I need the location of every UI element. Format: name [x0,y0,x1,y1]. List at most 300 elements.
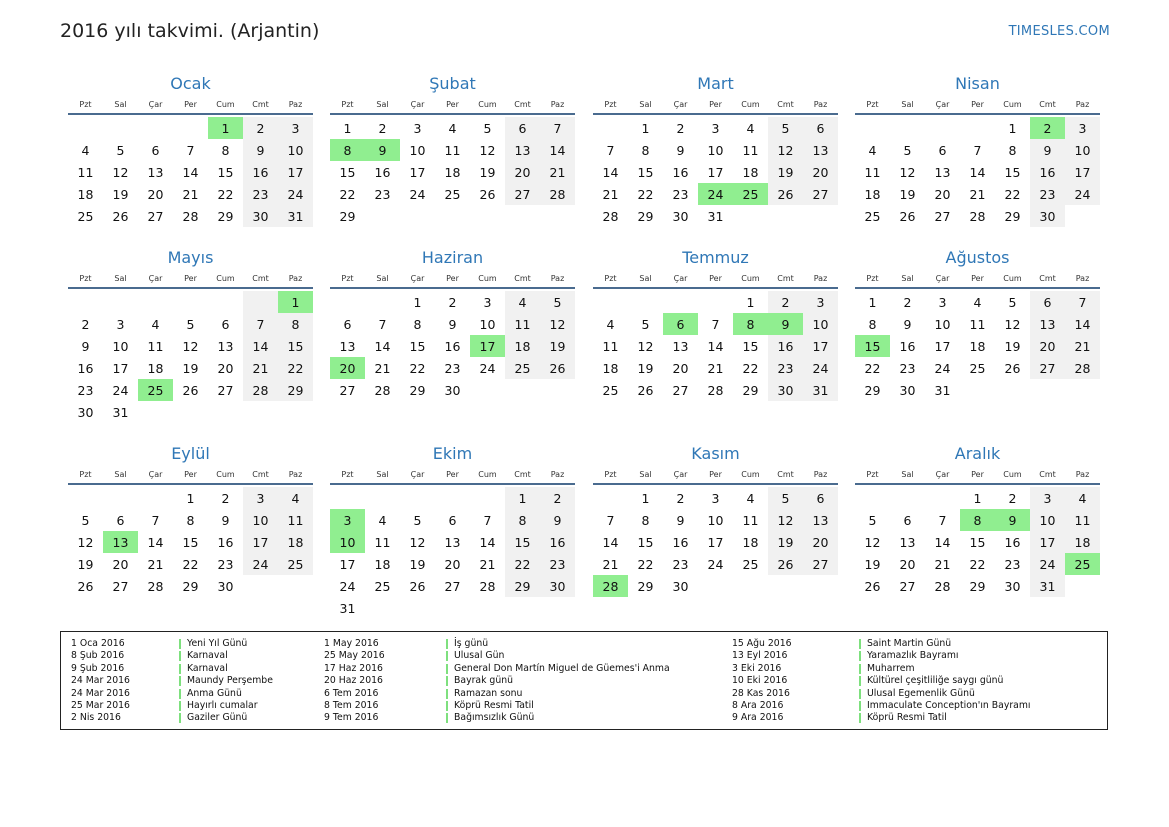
empty-day-cell [628,291,663,313]
month-name: Temmuz [682,248,749,267]
holiday-name: İş günü [454,638,489,649]
day-cell: 17 [409,164,426,180]
day-cell: 24 [934,360,951,376]
day-cell: 13 [672,338,689,354]
month-name: Haziran [421,248,484,267]
weekday-label: Sal [114,469,127,479]
weekday-label: Çar [673,99,688,109]
day-cell: 10 [803,313,838,335]
month-calendar [68,73,313,227]
holiday-marker [179,713,181,723]
holiday-day-cell: 9 [768,313,803,335]
day-cell: 10 [278,139,313,161]
day-cell: 2 [81,316,90,332]
day-cell: 17 [707,164,724,180]
holiday-date: 9 Tem 2016 [324,712,379,724]
weekday-header [68,269,313,289]
day-cell: 11 [374,534,391,550]
weekday-label: Cum [741,99,760,109]
day-cell: 15 [1004,164,1021,180]
day-cell: 10 [707,142,724,158]
empty-day-cell [400,487,435,509]
weekday-label: Paz [813,99,828,109]
day-cell: 8 [868,316,877,332]
day-cell: 23 [899,360,916,376]
weekday-label: Çar [673,273,688,283]
day-cell: 6 [938,142,947,158]
holiday-day-cell: 25 [733,183,768,205]
month-calendar [68,247,313,423]
day-cell: 31 [803,379,838,401]
day-cell: 27 [672,382,689,398]
day-cell: 31 [339,600,356,616]
day-cell: 21 [602,186,619,202]
weekday-label: Paz [550,99,565,109]
holiday-name: General Don Martín Miguel de Güemes'i Anma [454,662,670,674]
day-grid [855,487,1100,597]
day-cell: 20 [444,556,461,572]
holiday-date: 15 Ağu 2016 [732,638,792,649]
day-cell: 26 [864,578,881,594]
day-cell: 30 [444,382,461,398]
holiday-name: Muharrem [867,662,915,674]
day-cell: 5 [186,316,195,332]
day-cell: 28 [707,382,724,398]
day-cell: 8 [641,142,650,158]
weekday-label: Per [184,273,197,283]
holiday-day-cell: 25 [1065,553,1100,575]
day-cell: 10 [934,316,951,332]
day-grid [330,487,575,619]
holiday-day-cell: 8 [733,313,768,335]
weekday-label: Sal [901,273,914,283]
day-cell: 19 [1004,338,1021,354]
day-cell: 18 [602,360,619,376]
day-cell: 26 [768,183,803,205]
day-cell: 16 [672,164,689,180]
day-cell: 17 [243,531,278,553]
day-cell: 5 [768,117,803,139]
weekday-label: Çar [410,99,425,109]
day-cell: 5 [413,512,422,528]
day-cell: 5 [540,291,575,313]
holiday-day-cell: 2 [1030,117,1065,139]
day-cell: 20 [803,161,838,183]
weekday-label: Sal [901,469,914,479]
weekday-label: Cum [216,273,235,283]
month-calendar [330,73,575,227]
day-grid [330,291,575,401]
empty-day-cell [365,487,400,509]
day-cell: 21 [182,186,199,202]
empty-day-cell [330,487,365,509]
holiday-date: 9 Şub 2016 [71,662,125,674]
day-cell: 27 [803,183,838,205]
weekday-label: Cmt [252,99,269,109]
day-cell: 10 [112,338,129,354]
holiday-name: Ulusal Egemenlik Günü [867,687,975,699]
day-cell: 28 [1065,357,1100,379]
holiday-marker [179,689,181,699]
day-cell: 27 [505,183,540,205]
holiday-name: Gaziler Günü [187,712,248,724]
day-cell: 4 [973,294,982,310]
empty-day-cell [243,291,278,313]
day-cell: 13 [505,139,540,161]
weekday-label: Paz [288,469,303,479]
day-cell: 14 [969,164,986,180]
weekday-label: Cmt [514,99,531,109]
weekday-label: Cum [478,273,497,283]
holiday-date: 1 Oca 2016 [71,638,125,649]
day-cell: 6 [1030,291,1065,313]
holiday-name: Ulusal Gün [454,650,505,662]
holiday-name: Köprü Resmi Tatil [867,712,947,724]
day-cell: 31 [1030,575,1065,597]
day-cell: 13 [803,139,838,161]
day-cell: 3 [413,120,422,136]
day-cell: 15 [339,164,356,180]
day-grid [330,117,575,227]
day-cell: 12 [864,534,881,550]
empty-day-cell [698,291,733,313]
day-cell: 26 [112,208,129,224]
day-cell: 13 [899,534,916,550]
day-cell: 22 [278,357,313,379]
weekday-label: Paz [288,273,303,283]
weekday-label: Paz [1075,99,1090,109]
day-cell: 3 [243,487,278,509]
day-cell: 28 [934,578,951,594]
empty-day-cell [593,487,628,509]
day-cell: 29 [864,382,881,398]
day-cell: 4 [505,291,540,313]
day-cell: 12 [1004,316,1021,332]
holiday-day-cell: 17 [470,335,505,357]
day-cell: 28 [969,208,986,224]
weekday-header [855,465,1100,485]
day-cell: 19 [637,360,654,376]
day-cell: 23 [243,183,278,205]
day-cell: 30 [899,382,916,398]
day-cell: 2 [378,120,387,136]
holiday-day-cell: 6 [663,313,698,335]
day-cell: 17 [1065,161,1100,183]
day-cell: 28 [374,382,391,398]
day-cell: 24 [112,382,129,398]
day-cell: 2 [1008,490,1017,506]
holiday-marker [179,664,181,674]
day-cell: 31 [707,208,724,224]
holiday-marker [446,639,448,649]
day-cell: 20 [1030,335,1065,357]
day-cell: 5 [768,487,803,509]
day-cell: 17 [707,534,724,550]
weekday-label: Paz [288,99,303,109]
month-name: Mart [697,74,734,93]
day-cell: 28 [602,208,619,224]
day-cell: 20 [505,161,540,183]
day-cell: 14 [707,338,724,354]
empty-day-cell [470,487,505,509]
holiday-name: Anma Günü [187,687,242,699]
day-cell: 10 [1065,139,1100,161]
day-cell: 21 [707,360,724,376]
weekday-header [330,465,575,485]
day-cell: 18 [742,534,759,550]
weekday-label: Çar [673,469,688,479]
day-cell: 13 [217,338,234,354]
day-cell: 25 [742,556,759,572]
holiday-legend [60,631,1108,730]
month-name: Nisan [955,74,1000,93]
day-cell: 15 [278,335,313,357]
day-cell: 12 [182,338,199,354]
day-cell: 6 [803,487,838,509]
day-cell: 21 [479,556,496,572]
holiday-day-cell: 20 [330,357,365,379]
day-cell: 25 [374,578,391,594]
day-cell: 7 [483,512,492,528]
day-cell: 9 [903,316,912,332]
site-link[interactable]: TIMESLES.COM [1008,24,1110,39]
day-cell: 21 [147,556,164,572]
day-cell: 7 [606,142,615,158]
day-cell: 27 [934,208,951,224]
day-cell: 17 [278,161,313,183]
empty-day-cell [890,117,925,139]
day-cell: 3 [1065,117,1100,139]
day-cell: 21 [540,161,575,183]
weekday-label: Sal [376,99,389,109]
weekday-label: Pzt [866,273,879,283]
empty-day-cell [890,487,925,509]
day-cell: 6 [116,512,125,528]
day-cell: 16 [243,161,278,183]
day-cell: 1 [641,490,650,506]
holiday-marker [446,701,448,711]
day-cell: 14 [602,534,619,550]
day-cell: 25 [444,186,461,202]
day-cell: 17 [1030,531,1065,553]
day-cell: 25 [602,382,619,398]
day-cell: 22 [339,186,356,202]
day-cell: 17 [112,360,129,376]
day-cell: 18 [864,186,881,202]
day-cell: 2 [221,490,230,506]
weekday-label: Per [446,99,459,109]
holiday-date: 25 May 2016 [324,650,385,662]
day-cell: 27 [803,553,838,575]
day-cell: 4 [278,487,313,509]
day-cell: 30 [540,575,575,597]
holiday-day-cell: 8 [330,139,365,161]
weekday-label: Sal [376,273,389,283]
weekday-label: Per [709,469,722,479]
empty-day-cell [103,487,138,509]
day-cell: 10 [707,512,724,528]
day-cell: 8 [413,316,422,332]
day-cell: 1 [343,120,352,136]
day-cell: 23 [217,556,234,572]
empty-day-cell [663,291,698,313]
day-cell: 26 [479,186,496,202]
day-cell: 14 [602,164,619,180]
day-cell: 8 [278,313,313,335]
day-cell: 30 [768,379,803,401]
weekday-header [330,95,575,115]
day-cell: 7 [606,512,615,528]
day-cell: 20 [112,556,129,572]
day-cell: 22 [742,360,759,376]
day-cell: 3 [711,120,720,136]
day-cell: 30 [217,578,234,594]
holiday-marker [859,713,861,723]
day-cell: 2 [243,117,278,139]
weekday-label: Sal [639,99,652,109]
day-cell: 15 [505,531,540,553]
day-cell: 22 [969,556,986,572]
day-grid [68,487,313,597]
day-cell: 15 [409,338,426,354]
day-cell: 26 [540,357,575,379]
month-calendar [330,247,575,401]
holiday-marker [859,676,861,686]
day-cell: 11 [77,164,94,180]
day-cell: 12 [409,534,426,550]
month-calendar [855,73,1100,227]
weekday-label: Per [184,99,197,109]
day-cell: 27 [1030,357,1065,379]
day-cell: 22 [409,360,426,376]
holiday-name: Ramazan sonu [454,687,523,699]
weekday-label: Per [709,99,722,109]
day-cell: 6 [151,142,160,158]
day-cell: 14 [479,534,496,550]
day-cell: 30 [1030,205,1065,227]
month-name: Şubat [429,74,476,93]
day-cell: 7 [540,117,575,139]
day-cell: 31 [278,205,313,227]
weekday-label: Cum [741,273,760,283]
day-cell: 26 [637,382,654,398]
day-cell: 18 [742,164,759,180]
weekday-label: Pzt [79,469,92,479]
holiday-marker [179,676,181,686]
empty-day-cell [103,291,138,313]
weekday-header [855,95,1100,115]
day-cell: 2 [768,291,803,313]
day-cell: 7 [1065,291,1100,313]
weekday-label: Cum [216,469,235,479]
month-calendar [593,247,838,401]
weekday-label: Pzt [604,273,617,283]
day-cell: 19 [899,186,916,202]
holiday-date: 25 Mar 2016 [71,699,130,711]
day-cell: 18 [505,335,540,357]
day-cell: 5 [116,142,125,158]
day-cell: 12 [77,534,94,550]
day-cell: 22 [637,556,654,572]
day-cell: 6 [448,512,457,528]
holiday-date: 13 Eyl 2016 [732,650,788,662]
day-cell: 14 [934,534,951,550]
day-cell: 20 [899,556,916,572]
day-cell: 20 [672,360,689,376]
holiday-name: Hayırlı cumalar [187,699,258,711]
holiday-day-cell: 1 [278,291,313,313]
day-cell: 12 [768,509,803,531]
day-cell: 30 [77,404,94,420]
holiday-day-cell: 13 [103,531,138,553]
holiday-name: Bayrak günü [454,675,514,687]
day-cell: 29 [1004,208,1021,224]
holiday-date: 24 Mar 2016 [71,675,130,687]
weekday-label: Pzt [604,99,617,109]
day-cell: 1 [973,490,982,506]
weekday-label: Cum [1003,469,1022,479]
holiday-name: Maundy Perşembe [187,675,273,687]
day-cell: 26 [1004,360,1021,376]
day-cell: 19 [768,161,803,183]
day-cell: 19 [479,164,496,180]
day-cell: 16 [1004,534,1021,550]
day-cell: 7 [938,512,947,528]
holiday-marker [859,701,861,711]
day-cell: 6 [505,117,540,139]
weekday-header [330,269,575,289]
day-cell: 29 [505,575,540,597]
day-cell: 13 [803,509,838,531]
day-cell: 27 [339,382,356,398]
day-cell: 29 [278,379,313,401]
day-cell: 11 [602,338,619,354]
day-cell: 28 [182,208,199,224]
day-cell: 16 [768,335,803,357]
day-cell: 12 [112,164,129,180]
day-cell: 22 [1004,186,1021,202]
day-cell: 26 [899,208,916,224]
day-cell: 13 [444,534,461,550]
day-cell: 22 [637,186,654,202]
page-title: 2016 yılı takvimi. (Arjantin) [60,20,320,42]
day-cell: 1 [746,294,755,310]
day-cell: 26 [182,382,199,398]
day-cell: 19 [864,556,881,572]
holiday-marker [446,676,448,686]
day-cell: 6 [221,316,230,332]
day-cell: 26 [768,553,803,575]
day-cell: 29 [409,382,426,398]
holiday-day-cell: 9 [995,509,1030,531]
day-cell: 19 [182,360,199,376]
holiday-date: 20 Haz 2016 [324,675,383,687]
month-name: Ocak [170,74,211,93]
day-cell: 21 [602,556,619,572]
day-cell: 4 [1065,487,1100,509]
day-cell: 8 [186,512,195,528]
day-cell: 26 [409,578,426,594]
day-cell: 14 [243,335,278,357]
day-cell: 10 [409,142,426,158]
day-cell: 6 [803,117,838,139]
weekday-label: Pzt [341,99,354,109]
day-cell: 27 [112,578,129,594]
day-cell: 2 [676,490,685,506]
weekday-label: Sal [639,469,652,479]
weekday-label: Per [971,273,984,283]
day-cell: 8 [641,512,650,528]
